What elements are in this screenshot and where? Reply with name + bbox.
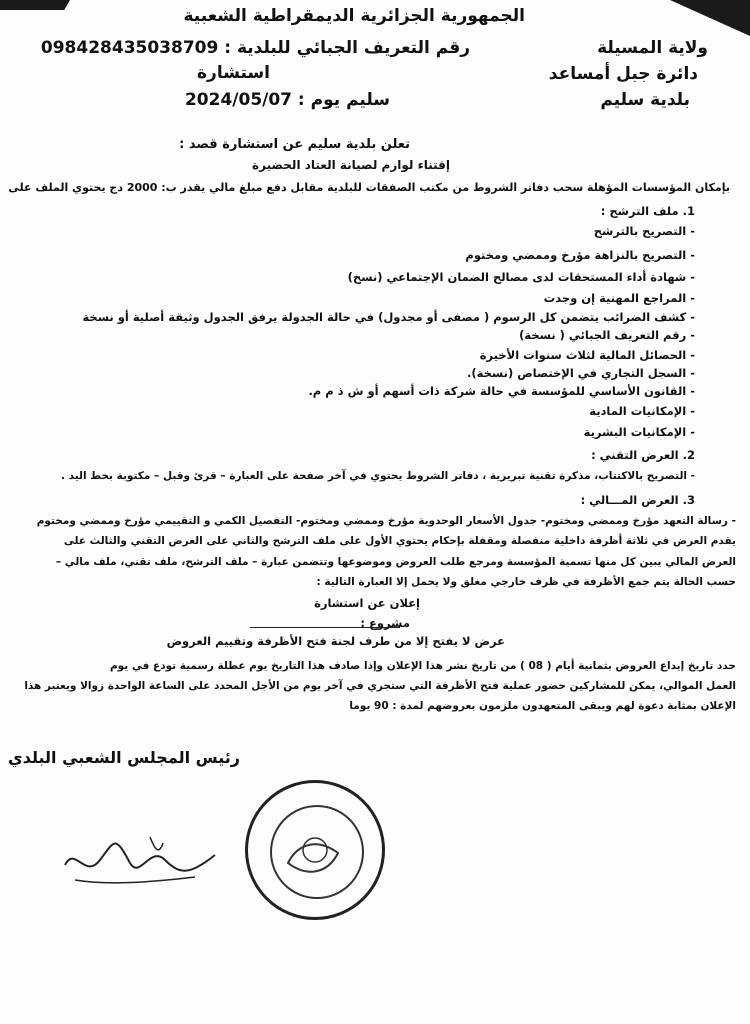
consult-label: استشارة [197, 63, 270, 83]
project-blank-line [250, 627, 400, 628]
list-item: - القانون الأساسي للمؤسسة في حالة شركة ذات أسهم أو ش ذ م م. [308, 384, 695, 398]
list-item: - التصريح بالنزاهة مؤرخ وممضي ومختوم [465, 248, 695, 262]
daira-label: دائرة جبل أمساعد [548, 64, 698, 84]
list-item: - كشف الضرائب يتضمن كل الرسوم ( مصفى أو مجدول) في حالة الجدولة يرفق الجدول وثيقة أصلية أو نسخة [82, 310, 695, 324]
section3-line: - رسالة التعهد مؤرخ وممضي ومختوم- جدول الأسعار الوحدوية مؤرخ وممضي ومختوم- التفصيل الكمي و التقييمي مؤرخ وممضي ومختوم [36, 515, 736, 527]
list-item: - رقم التعريف الجبائي ( نسخة) [519, 328, 695, 342]
list-item: - شهادة أداء المستحقات لدى مصالح الضمان الإجتماعي (نسخ) [347, 270, 695, 284]
deadline-line: العمل الموالي، يمكن للمشاركين حضور عملية فتح الأظرفة التي ستجري في آخر يوم من الأجل المحدد على الساعة الواحدة زوالا ويعتبر هذا [24, 680, 736, 692]
list-item: - المراجع المهنية إن وجدت [543, 291, 695, 305]
project-label: مشروع : [360, 616, 410, 630]
date-label: سليم يوم : 2024/05/07 [184, 90, 390, 110]
page-corner-fold [670, 0, 750, 36]
signatory-title: رئيس المجلس الشعبي البلدي [8, 748, 240, 767]
deadline-line: حدد تاريخ إيداع العروض بثمانية أيام ( 08 ) من تاريخ نشر هذا الإعلان وإذا صادف هذا التاريخ يوم عطلة رسمية تودع في يوم [109, 660, 736, 672]
list-item: - الإمكانيات البشرية [583, 425, 695, 439]
section2-text: - التصريح بالاكتتاب، مذكرة تقنية تبريرية ، دفاتر الشروط يحتوي في آخر صفحة على العبارة – قرئ وقبل – مكتوبة بخط اليد . [61, 470, 695, 482]
deadline-line: الإعلان بمثابة دعوة لهم ويبقى المتعهدون ملزمون بعروضهم لمدة : 90 يوما [349, 700, 736, 712]
object-text: إقتناء لوازم لصيانة العتاد الحضيرة [252, 158, 450, 172]
section1-title: 1. ملف الترشح : [600, 204, 695, 218]
baladia-label: بلدية سليم [600, 90, 690, 110]
section3-line: حسب الحالة يتم جمع الأظرفة في ظرف خارجي مغلق ولا يحمل إلا العبارة التالية : [316, 576, 736, 588]
list-item: - السجل التجاري في الإختصاص (نسخة). [467, 366, 695, 380]
intro-text: بإمكان المؤسسات المؤهلة سحب دفاتر الشروط من مكتب الصفقات للبلدية مقابل دفع مبلغ مالي يقدر ب: 2000 دج يحتوي الملف على [8, 181, 730, 194]
list-item: - التصريح بالترشح [593, 224, 695, 238]
tax-id: رقم التعريف الجبائي للبلدية : 098428435038709 [40, 38, 470, 58]
wilaya-label: ولاية المسيلة [597, 38, 708, 58]
envelope-note: عرض لا يفتح إلا من طرف لجنة فتح الأظرفة وتقييم العروض [166, 634, 505, 648]
section3-line: العرض المالي يبين كل منها تسمية المؤسسة ومرجع طلب العروض وموضوعها وتتضمن عبارة – ملف الترشح، ملف تقني، ملف مالي – [55, 556, 736, 568]
list-item: - الإمكانيات المادية [589, 404, 695, 418]
list-item: - الحصائل المالية لثلاث سنوات الأخيرة [479, 348, 695, 362]
official-stamp [245, 780, 385, 920]
page-corner-fold-left [0, 0, 70, 10]
republic-title: الجمهورية الجزائرية الديمقراطية الشعبية [183, 6, 525, 26]
envelope-label: إعلان عن استشارة [314, 596, 420, 610]
section2-title: 2. العرض التقني : [591, 448, 695, 462]
section3-line: يقدم العرض في ثلاثة أظرفة داخلية منفصلة ومقفلة بإحكام يحتوي الأول على ملف الترشح والثاني على العرض التقني والثالث على [63, 535, 736, 547]
announce-text: تعلن بلدية سليم عن استشارة قصد : [179, 137, 410, 152]
section3-title: 3. العرض المـــالي : [580, 493, 695, 507]
handwritten-signature [55, 825, 225, 895]
